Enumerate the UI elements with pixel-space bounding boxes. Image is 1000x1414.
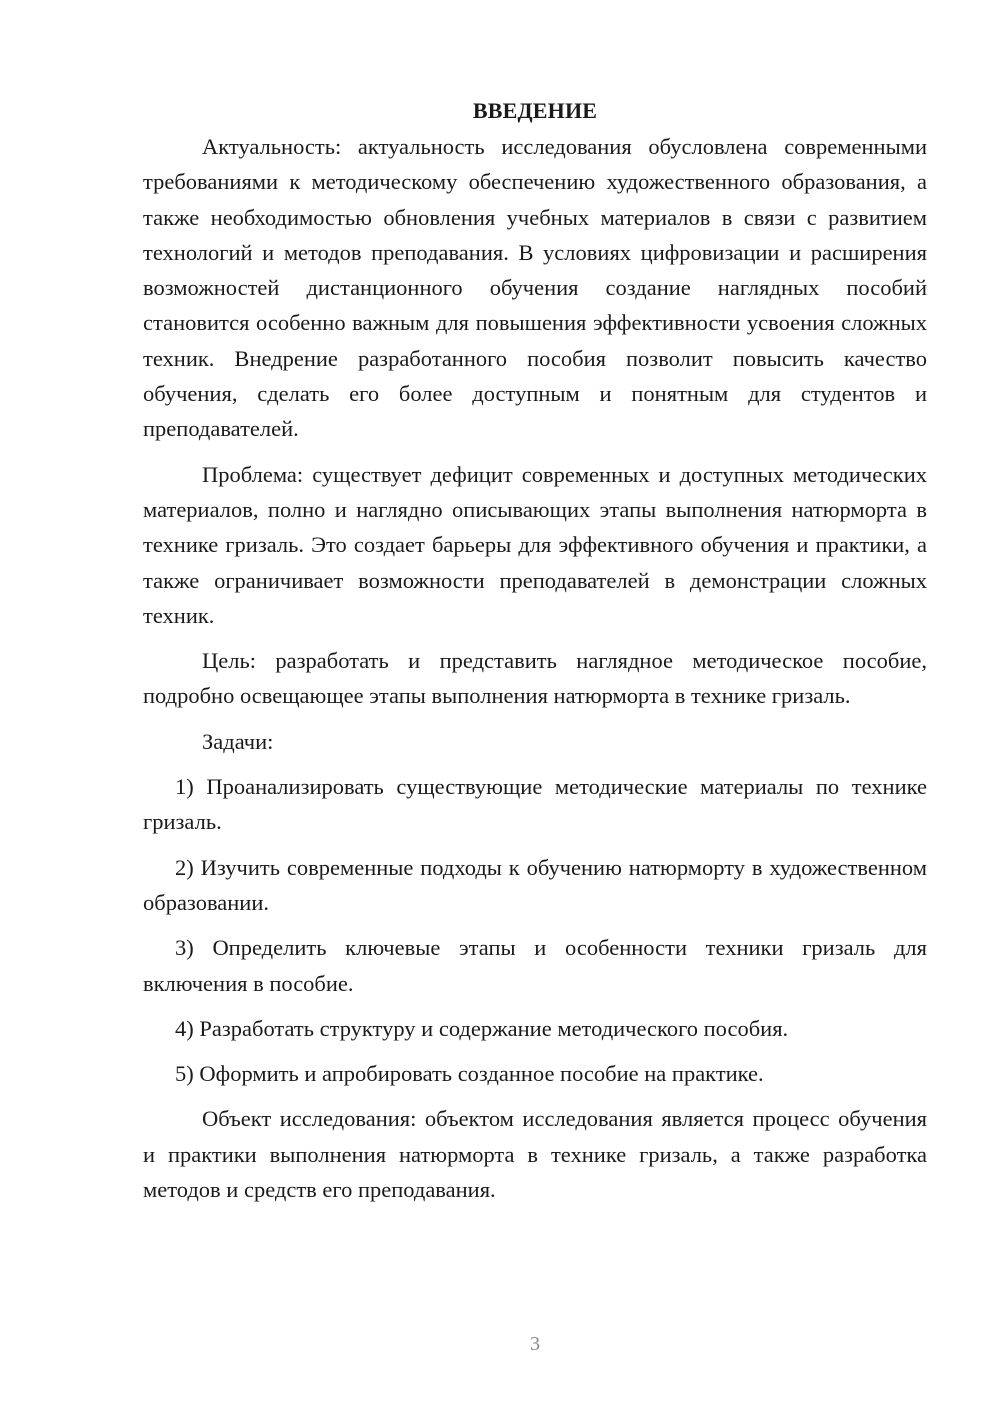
paragraph-problem: Проблема: существует дефицит современных и доступных методических материалов, полно и наглядно описывающих этапы выполнения натюрморта в технике гризаль. Это создает барьеры для эффективного обучения и практики, а также ограничивает возможности преподавателей в демонстрации сложных техник. [143, 461, 927, 628]
task-item: 3) Определить ключевые этапы и особенности техники гризаль для включения в пособие. [143, 935, 927, 996]
tasks-label: Задачи: [202, 728, 274, 754]
task-item: 5) Оформить и апробировать созданное пособие на практике. [175, 1061, 764, 1087]
document-page [143, 96, 927, 1207]
task-item: 2) Изучить современные подходы к обучению натюрморту в художественном образовании. [143, 854, 927, 915]
section-heading: ВВЕДЕНИЕ [472, 98, 598, 123]
paragraph-relevance: Актуальность: актуальность исследования обусловлена современными требованиями к методическому обеспечению художественного образования, а также необходимостью обновления учебных материалов в связи с развитием технологий и методов преподавания. В условиях цифровизации и расширения возможностей дистанционного обучения создание наглядных пособий становится особенно важным для повышения эффективности усвоения сложных техник. Внедрение разработанного пособия позволит повысить качество обучения, сделать его более доступным и понятным для студентов и преподавателей. [143, 134, 927, 442]
paragraph-goal: Цель: разработать и представить наглядное методическое пособие, подробно освещающее этапы выполнения натюрморта в технике гризаль. [143, 648, 927, 709]
tasks-list [143, 769, 927, 1091]
task-item: 1) Проанализировать существующие методические материалы по технике гризаль. [143, 774, 927, 835]
task-item: 4) Разработать структуру и содержание методического пособия. [175, 1015, 789, 1041]
page-number: 3 [530, 1333, 540, 1355]
paragraph-object: Объект исследования: объектом исследования является процесс обучения и практики выполнения натюрморта в технике гризаль, а также разработка методов и средств его преподавания. [143, 1106, 927, 1203]
